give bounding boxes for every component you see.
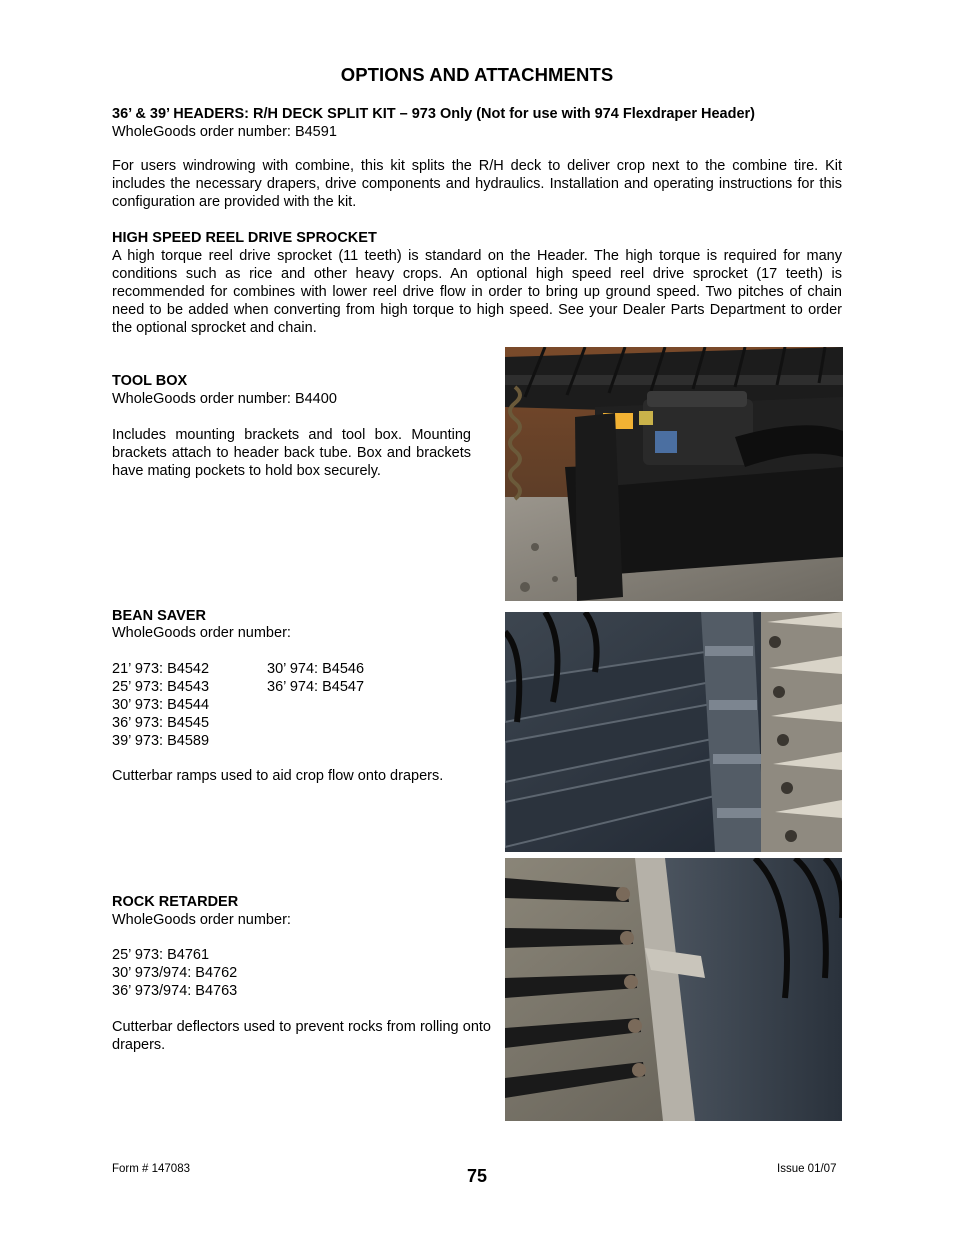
order-label: WholeGoods order number: [112,625,291,641]
order-label: WholeGoods order number: [112,912,291,928]
section-description: Includes mounting brackets and tool box. Mounting brackets attach to header back tube. Box and brackets have mating pockets to hold box securely. [112,427,471,479]
list-item: 36’ 973: B4545 [112,715,210,731]
section-description: A high torque reel drive sprocket (11 teeth) is standard on the Header. The high torque is required for many conditions such as rice and other heavy crops. An optional high speed reel drive sprocket (17 teeth) is recommended for combines with lower reel drive flow in order to bring up ground speed. Two pitches of chain need to be added when converting from high torque to high speed. See your Dealer Parts Department to order the optional sprocket and chain. [112,248,842,336]
order-list-974 [267,660,364,696]
form-number: Form # 147083 [112,1163,190,1175]
list-item: 30’ 973/974: B4762 [112,965,238,981]
tool-box-photo [505,347,843,601]
section-heading: HIGH SPEED REEL DRIVE SPROCKET [112,230,377,246]
list-item: 21’ 973: B4542 [112,661,210,677]
section-heading: ROCK RETARDER [112,894,239,910]
list-item: 36’ 973/974: B4763 [112,983,238,999]
order-number: WholeGoods order number: B4400 [112,391,337,407]
section-heading: BEAN SAVER [112,608,206,624]
list-item: 30’ 973: B4544 [112,697,210,713]
rock-retarder-photo [505,858,842,1121]
list-item: 25’ 973: B4761 [112,947,210,963]
section-description: Cutterbar ramps used to aid crop flow onto drapers. [112,768,444,784]
order-list [112,946,237,1000]
section-description: Cutterbar deflectors used to prevent rocks from rolling onto drapers. [112,1019,491,1053]
section-heading: TOOL BOX [112,373,188,389]
order-number: WholeGoods order number: B4591 [112,124,337,140]
issue-date: Issue 01/07 [777,1163,837,1175]
bean-saver-photo [505,612,842,852]
section-description: For users windrowing with combine, this kit splits the R/H deck to deliver crop next to the combine tire. Kit includes the necessary drapers, drive components and hydraulics. Installation and operating instructions for this configuration are provided with the kit. [112,158,842,210]
order-list-973 [112,660,209,750]
list-item: 39’ 973: B4589 [112,733,210,749]
list-item: 25’ 973: B4543 [112,679,210,695]
list-item: 30’ 974: B4546 [267,661,365,677]
section-heading: 36’ & 39’ HEADERS: R/H DECK SPLIT KIT – 973 Only (Not for use with 974 Flexdraper Header) [112,106,756,122]
list-item: 36’ 974: B4547 [267,679,365,695]
page-title: OPTIONS AND ATTACHMENTS [340,64,614,85]
page-number: 75 [466,1166,488,1186]
